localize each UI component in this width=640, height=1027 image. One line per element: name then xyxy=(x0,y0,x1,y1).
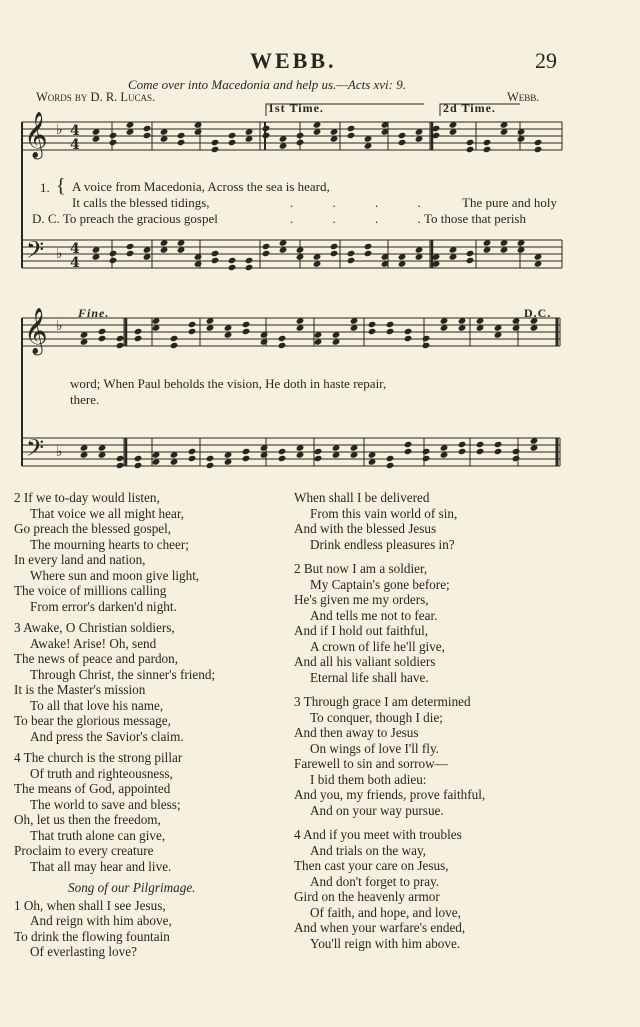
note-head xyxy=(262,243,271,250)
verse-line: When shall I be delivered xyxy=(294,490,430,505)
verse-line: And don't forget to pray. xyxy=(310,873,440,889)
tune-credit: Webb. xyxy=(507,90,540,104)
lyric-dots: . . . . xyxy=(290,195,439,210)
verse-line: 3 Awake, O Christian soldiers, xyxy=(14,620,175,635)
note-head xyxy=(512,448,521,455)
note-head xyxy=(398,132,407,139)
note-head xyxy=(262,125,271,132)
verse-line: Through Christ, the sinner's friend; xyxy=(30,666,216,682)
note-head xyxy=(278,335,287,342)
verse-line: And all his valiant soldiers xyxy=(294,654,436,669)
note-head xyxy=(188,455,197,462)
note-head xyxy=(211,139,220,146)
note-head xyxy=(534,146,543,153)
verse-line: He's given me my orders, xyxy=(294,592,429,607)
note-head xyxy=(466,257,475,264)
bass-clef-icon: 𝄢 xyxy=(26,434,45,467)
verse-number: 1. xyxy=(40,180,50,195)
verse-line: Eternal life shall have. xyxy=(310,669,429,685)
verse-line: To bear the glorious message, xyxy=(14,713,171,728)
verse-line: My Captain's gone before; xyxy=(310,576,450,592)
note-head xyxy=(211,257,220,264)
note-head xyxy=(170,335,179,342)
note-head xyxy=(368,328,377,335)
fine-mark: Fine. xyxy=(78,306,110,320)
note-head xyxy=(404,328,413,335)
note-head xyxy=(314,448,323,455)
verse-line: Then cast your care on Jesus, xyxy=(294,858,449,873)
note-head xyxy=(245,264,254,271)
note-head xyxy=(126,250,135,257)
note-head xyxy=(188,321,197,328)
verse-line: 3 Through grace I am determined xyxy=(294,694,471,709)
verse-line: 4 And if you meet with troubles xyxy=(294,827,462,842)
note-head xyxy=(364,250,373,257)
verse-line: And reign with him above, xyxy=(30,913,172,928)
note-head xyxy=(386,321,395,328)
section-subtitle: Song of our Pilgrimage. xyxy=(68,880,196,895)
note-head xyxy=(483,146,492,153)
verse-line: From this vain world of sin, xyxy=(310,505,458,521)
note-head xyxy=(347,250,356,257)
verse-line: The means of God, appointed xyxy=(14,781,171,796)
page-number: 29 xyxy=(535,48,557,73)
verse-line: Gird on the heavenly armor xyxy=(294,889,440,904)
hymn-title: WEBB. xyxy=(250,48,337,73)
lyric-line: D. C. To preach the gracious gospel xyxy=(32,211,218,226)
note-head xyxy=(296,132,305,139)
note-head xyxy=(458,441,467,448)
note-head xyxy=(242,448,251,455)
verse-line: Of truth and righteousness, xyxy=(30,765,173,781)
verse-line: 2 If we to-day would listen, xyxy=(14,490,160,505)
verse-line: And when your warfare's ended, xyxy=(294,920,466,935)
note-head xyxy=(386,455,395,462)
treble-clef-icon: 𝄞 xyxy=(24,308,48,354)
note-head xyxy=(242,455,251,462)
note-head xyxy=(422,342,431,349)
note-head xyxy=(126,243,135,250)
lyric-line: It calls the blessed tidings, xyxy=(72,195,210,210)
note-head xyxy=(476,448,485,455)
note-head xyxy=(512,455,521,462)
note-head xyxy=(211,250,220,257)
verse-line: That all may hear and live. xyxy=(30,858,172,874)
note-head xyxy=(347,257,356,264)
note-head xyxy=(242,321,251,328)
note-head xyxy=(188,448,197,455)
da-capo-mark: D.C. xyxy=(524,306,552,320)
note-head xyxy=(278,455,287,462)
lyric-line: there. xyxy=(70,392,100,407)
note-head xyxy=(262,250,271,257)
note-head xyxy=(494,448,503,455)
verse-line: And tells me not to fear. xyxy=(310,607,438,623)
note-head xyxy=(330,243,339,250)
note-head xyxy=(228,132,237,139)
scripture-epigraph: Come over into Macedonia and help us.—Acts xvi: 9. xyxy=(128,77,406,92)
note-head xyxy=(386,328,395,335)
note-head xyxy=(314,455,323,462)
note-head xyxy=(368,321,377,328)
lyric-line: A voice from Macedonia, Across the sea is heard, xyxy=(72,179,330,194)
time-signature: 4 xyxy=(70,123,80,139)
verse-line: And if I hold out faithful, xyxy=(294,623,429,638)
note-head xyxy=(534,139,543,146)
note-head xyxy=(98,328,107,335)
verse-line: The voice of millions calling xyxy=(14,583,167,598)
note-head xyxy=(98,335,107,342)
verse-line: That truth alone can give, xyxy=(30,827,166,843)
note-head xyxy=(347,132,356,139)
verse-line: Go preach the blessed gospel, xyxy=(14,521,172,536)
verse-line: Where sun and moon give light, xyxy=(30,567,200,583)
verse-line: Of faith, and hope, and love, xyxy=(310,904,461,920)
note-head xyxy=(422,448,431,455)
verse-line: From error's darken'd night. xyxy=(30,598,177,614)
note-head xyxy=(278,448,287,455)
note-head xyxy=(458,448,467,455)
note-head xyxy=(228,139,237,146)
note-head xyxy=(228,264,237,271)
verse-line: And on your way pursue. xyxy=(310,802,444,818)
note-head xyxy=(466,250,475,257)
words-credit: Words by D. R. Lucas. xyxy=(36,90,156,104)
note-head xyxy=(476,441,485,448)
note-head xyxy=(206,462,215,469)
flat-sign: ♭ xyxy=(56,246,63,262)
note-head xyxy=(330,250,339,257)
note-head xyxy=(483,139,492,146)
verse-line: The world to save and bless; xyxy=(30,796,181,812)
note-head xyxy=(109,132,118,139)
note-head xyxy=(177,139,186,146)
note-head xyxy=(211,146,220,153)
verse-line: And then away to Jesus xyxy=(294,725,419,740)
note-head xyxy=(109,250,118,257)
note-head xyxy=(109,257,118,264)
verse-line: It is the Master's mission xyxy=(14,682,146,697)
note-head xyxy=(109,139,118,146)
verse-line: 1 Oh, when shall I see Jesus, xyxy=(14,897,166,913)
bass-clef-icon: 𝄢 xyxy=(26,236,45,269)
note-head xyxy=(422,335,431,342)
note-head xyxy=(494,441,503,448)
note-head xyxy=(404,448,413,455)
verse-line: I bid them both adieu: xyxy=(310,771,427,787)
flat-sign: ♭ xyxy=(56,318,63,334)
verse-line: And trials on the way, xyxy=(310,842,426,858)
verse-line: And press the Savior's claim. xyxy=(30,728,184,744)
note-head xyxy=(466,139,475,146)
note-head xyxy=(422,455,431,462)
note-head xyxy=(143,125,152,132)
note-head xyxy=(143,132,152,139)
note-head xyxy=(116,455,125,462)
verse-line: A crown of life he'll give, xyxy=(310,638,445,654)
lyric-line: To those that perish xyxy=(424,211,526,226)
verse-line: On wings of love I'll fly. xyxy=(310,740,439,756)
note-head xyxy=(170,342,179,349)
note-head xyxy=(116,342,125,349)
note-head xyxy=(134,328,143,335)
verse-line: In every land and nation, xyxy=(14,552,146,567)
note-head xyxy=(398,139,407,146)
first-ending-label: 1st Time. xyxy=(268,101,324,115)
note-head xyxy=(177,132,186,139)
note-head xyxy=(242,328,251,335)
verse-line: The mourning hearts to cheer; xyxy=(30,536,189,552)
note-head xyxy=(364,243,373,250)
verse-line: 2 But now I am a soldier, xyxy=(294,561,428,576)
flat-sign: ♭ xyxy=(56,444,63,460)
verse-line: That voice we all might hear, xyxy=(30,505,184,521)
note-head xyxy=(134,335,143,342)
note-head xyxy=(296,139,305,146)
verse-line: 4 The church is the strong pillar xyxy=(14,750,183,765)
verse-line: To all that love his name, xyxy=(30,697,164,713)
note-head xyxy=(347,125,356,132)
verse-line: The news of peace and pardon, xyxy=(14,651,179,666)
verse-line: Of everlasting love? xyxy=(30,944,137,959)
verse-line: Proclaim to every creature xyxy=(14,843,154,858)
verse-line: And you, my friends, prove faithful, xyxy=(294,787,486,802)
note-head xyxy=(116,335,125,342)
note-head xyxy=(134,462,143,469)
treble-clef-icon: 𝄞 xyxy=(24,112,48,158)
verse-line: To drink the flowing fountain xyxy=(14,928,170,944)
lyric-line: word; When Paul beholds the vision, He doth in haste repair, xyxy=(70,376,387,391)
time-signature: 4 xyxy=(70,255,80,271)
note-head xyxy=(206,455,215,462)
time-signature: 4 xyxy=(70,241,80,257)
verse-line: Farewell to sin and sorrow— xyxy=(294,756,448,771)
verse-line: And with the blessed Jesus xyxy=(294,521,437,536)
verse-line: Oh, let us then the freedom, xyxy=(14,812,161,827)
brace: { xyxy=(56,175,66,197)
note-head xyxy=(262,132,271,139)
note-head xyxy=(404,441,413,448)
note-head xyxy=(404,335,413,342)
note-head xyxy=(466,146,475,153)
verse-line: Drink endless pleasures in? xyxy=(310,536,455,552)
note-head xyxy=(386,462,395,469)
note-head xyxy=(245,257,254,264)
lyric-line: The pure and holy xyxy=(462,195,557,210)
second-ending-label: 2d Time. xyxy=(443,101,496,115)
music-score xyxy=(0,0,640,480)
note-head xyxy=(116,462,125,469)
verse-line: Awake! Arise! Oh, send xyxy=(30,635,157,651)
verse-line: You'll reign with him above. xyxy=(310,935,461,951)
note-head xyxy=(278,342,287,349)
flat-sign: ♭ xyxy=(56,122,63,138)
time-signature: 4 xyxy=(70,137,80,153)
verse-line: To conquer, though I die; xyxy=(310,709,443,725)
lyric-dots: . . . . xyxy=(290,211,439,226)
note-head xyxy=(188,328,197,335)
note-head xyxy=(134,455,143,462)
note-head xyxy=(228,257,237,264)
